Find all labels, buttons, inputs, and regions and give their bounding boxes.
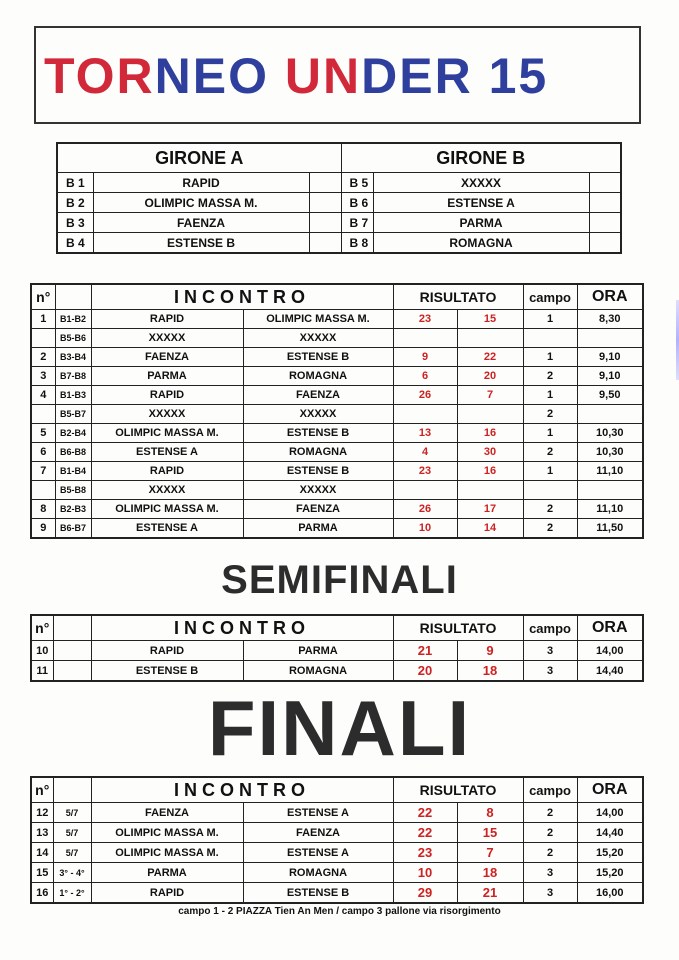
away-score: 7 — [457, 843, 523, 863]
team-name: ROMAGNA — [373, 233, 589, 254]
home-team: XXXXX — [91, 481, 243, 500]
group-code: B 2 — [57, 193, 93, 213]
away-score: 15 — [457, 823, 523, 843]
title-box — [34, 26, 641, 124]
away-score — [457, 481, 523, 500]
home-team: OLIMPIC MASSA M. — [91, 823, 243, 843]
field-number: 1 — [523, 386, 577, 405]
away-score — [457, 405, 523, 424]
away-score: 15 — [457, 310, 523, 329]
home-team: FAENZA — [91, 348, 243, 367]
team-name: RAPID — [93, 173, 309, 193]
match-row — [31, 823, 643, 843]
group-row — [57, 173, 621, 193]
match-code: B1-B4 — [55, 462, 91, 481]
away-score: 22 — [457, 348, 523, 367]
match-row — [31, 443, 643, 462]
away-score: 17 — [457, 500, 523, 519]
away-score: 21 — [457, 883, 523, 904]
home-score: 22 — [393, 823, 457, 843]
home-team: OLIMPIC MASSA M. — [91, 843, 243, 863]
title-part: UN — [284, 48, 362, 104]
away-team: ESTENSE B — [243, 424, 393, 443]
away-team: ROMAGNA — [243, 367, 393, 386]
field-number: 2 — [523, 519, 577, 539]
match-number: 10 — [31, 641, 53, 661]
away-score: 7 — [457, 386, 523, 405]
home-team: ESTENSE B — [91, 661, 243, 682]
match-time: 9,50 — [577, 386, 643, 405]
match-number: 13 — [31, 823, 53, 843]
away-team: FAENZA — [243, 500, 393, 519]
match-time: 11,10 — [577, 462, 643, 481]
group-code: B 8 — [341, 233, 373, 254]
away-team: ESTENSE B — [243, 462, 393, 481]
home-score: 6 — [393, 367, 457, 386]
match-number: 12 — [31, 803, 53, 823]
match-code: B2-B3 — [55, 500, 91, 519]
match-code: 1° - 2° — [53, 883, 91, 904]
match-time: 9,10 — [577, 348, 643, 367]
match-time: 14,00 — [577, 803, 643, 823]
match-number: 4 — [31, 386, 55, 405]
home-score: 9 — [393, 348, 457, 367]
match-code: B5-B6 — [55, 329, 91, 348]
away-score: 18 — [457, 661, 523, 682]
match-time: 15,20 — [577, 843, 643, 863]
match-row — [31, 500, 643, 519]
field-number: 3 — [523, 661, 577, 682]
away-team: XXXXX — [243, 481, 393, 500]
home-score: 22 — [393, 803, 457, 823]
away-team: ESTENSE B — [243, 883, 393, 904]
title-part: TOR — [44, 48, 155, 104]
empty-cell — [589, 233, 621, 254]
n-header: n° — [31, 284, 55, 310]
home-score: 23 — [393, 462, 457, 481]
home-team: ESTENSE A — [91, 519, 243, 539]
n-header: n° — [31, 777, 53, 803]
group-row — [57, 233, 621, 254]
away-team: XXXXX — [243, 329, 393, 348]
match-number: 16 — [31, 883, 53, 904]
match-row — [31, 405, 643, 424]
group-code: B 5 — [341, 173, 373, 193]
away-score: 30 — [457, 443, 523, 462]
home-team: RAPID — [91, 386, 243, 405]
match-row — [31, 424, 643, 443]
empty-cell — [589, 173, 621, 193]
group-b-header: GIRONE B — [341, 143, 621, 173]
match-code: 5/7 — [53, 843, 91, 863]
away-team: ROMAGNA — [243, 443, 393, 462]
match-time: 14,00 — [577, 641, 643, 661]
match-code: B1-B3 — [55, 386, 91, 405]
group-code: B 6 — [341, 193, 373, 213]
home-score: 29 — [393, 883, 457, 904]
finals-table — [30, 776, 644, 904]
groups-table — [56, 142, 622, 254]
match-number: 3 — [31, 367, 55, 386]
match-row — [31, 863, 643, 883]
title-part: DER 15 — [361, 48, 549, 104]
match-number — [31, 405, 55, 424]
match-code: 5/7 — [53, 823, 91, 843]
away-team: PARMA — [243, 519, 393, 539]
away-score: 16 — [457, 462, 523, 481]
match-row — [31, 310, 643, 329]
away-score: 9 — [457, 641, 523, 661]
group-code: B 1 — [57, 173, 93, 193]
match-code: B6-B7 — [55, 519, 91, 539]
away-team: FAENZA — [243, 386, 393, 405]
group-code: B 4 — [57, 233, 93, 254]
away-score: 20 — [457, 367, 523, 386]
code-header — [55, 284, 91, 310]
home-score: 26 — [393, 386, 457, 405]
match-number — [31, 481, 55, 500]
field-number: 2 — [523, 405, 577, 424]
campo-header: campo — [523, 284, 577, 310]
home-score: 13 — [393, 424, 457, 443]
match-number: 8 — [31, 500, 55, 519]
match-row — [31, 661, 643, 682]
empty-cell — [309, 213, 341, 233]
group-matches-table — [30, 283, 644, 539]
field-number: 2 — [523, 843, 577, 863]
match-row — [31, 843, 643, 863]
home-team: FAENZA — [91, 803, 243, 823]
match-time: 15,20 — [577, 863, 643, 883]
footnote: campo 1 - 2 PIAZZA Tien An Men / campo 3 pallone via risorgimento — [178, 906, 501, 917]
home-team: ESTENSE A — [91, 443, 243, 462]
field-number — [523, 329, 577, 348]
away-team: ROMAGNA — [243, 661, 393, 682]
match-time: 16,00 — [577, 883, 643, 904]
home-score: 10 — [393, 863, 457, 883]
empty-cell — [309, 173, 341, 193]
home-score — [393, 481, 457, 500]
match-row — [31, 641, 643, 661]
home-score: 23 — [393, 310, 457, 329]
match-row — [31, 462, 643, 481]
away-team: XXXXX — [243, 405, 393, 424]
match-row — [31, 481, 643, 500]
match-time: 10,30 — [577, 424, 643, 443]
away-team: ESTENSE B — [243, 348, 393, 367]
match-number — [31, 329, 55, 348]
match-time: 11,10 — [577, 500, 643, 519]
home-score: 10 — [393, 519, 457, 539]
match-code — [53, 641, 91, 661]
match-number: 5 — [31, 424, 55, 443]
match-row — [31, 386, 643, 405]
empty-cell — [589, 193, 621, 213]
match-time: 11,50 — [577, 519, 643, 539]
empty-cell — [309, 193, 341, 213]
home-score: 26 — [393, 500, 457, 519]
campo-header: campo — [523, 777, 577, 803]
away-score — [457, 329, 523, 348]
match-code: B1-B2 — [55, 310, 91, 329]
field-number: 3 — [523, 883, 577, 904]
match-time: 9,10 — [577, 367, 643, 386]
match-row — [31, 329, 643, 348]
match-row — [31, 883, 643, 904]
away-team: PARMA — [243, 641, 393, 661]
field-number: 1 — [523, 348, 577, 367]
match-number: 14 — [31, 843, 53, 863]
match-time: 14,40 — [577, 823, 643, 843]
home-team: RAPID — [91, 641, 243, 661]
match-row — [31, 519, 643, 539]
match-number: 15 — [31, 863, 53, 883]
n-header: n° — [31, 615, 53, 641]
finals-title: FINALI — [207, 684, 472, 772]
away-team: OLIMPIC MASSA M. — [243, 310, 393, 329]
match-code: B7-B8 — [55, 367, 91, 386]
match-code: B3-B4 — [55, 348, 91, 367]
match-row — [31, 348, 643, 367]
home-score: 21 — [393, 641, 457, 661]
field-number: 2 — [523, 443, 577, 462]
away-team: ESTENSE A — [243, 843, 393, 863]
home-score: 23 — [393, 843, 457, 863]
away-team: FAENZA — [243, 823, 393, 843]
code-header — [53, 615, 91, 641]
risultato-header: RISULTATO — [393, 777, 523, 803]
incontro-header: INCONTRO — [91, 284, 393, 310]
home-team: PARMA — [91, 863, 243, 883]
field-number: 2 — [523, 823, 577, 843]
match-number: 11 — [31, 661, 53, 682]
match-row — [31, 367, 643, 386]
match-time — [577, 481, 643, 500]
ora-header: ORA — [577, 615, 643, 641]
home-score — [393, 329, 457, 348]
group-a-header: GIRONE A — [57, 143, 341, 173]
match-time — [577, 329, 643, 348]
away-team: ESTENSE A — [243, 803, 393, 823]
field-number: 3 — [523, 863, 577, 883]
home-team: OLIMPIC MASSA M. — [91, 424, 243, 443]
home-team: OLIMPIC MASSA M. — [91, 500, 243, 519]
team-name: ESTENSE A — [373, 193, 589, 213]
ora-header: ORA — [577, 284, 643, 310]
match-code: B2-B4 — [55, 424, 91, 443]
title-part: NEO — [154, 48, 285, 104]
field-number: 2 — [523, 367, 577, 386]
semifinals-title: SEMIFINALI — [221, 558, 458, 602]
team-name: ESTENSE B — [93, 233, 309, 254]
group-row — [57, 193, 621, 213]
match-row — [31, 803, 643, 823]
away-score: 8 — [457, 803, 523, 823]
home-team: XXXXX — [91, 329, 243, 348]
match-time — [577, 405, 643, 424]
match-time: 10,30 — [577, 443, 643, 462]
home-score: 4 — [393, 443, 457, 462]
home-team: RAPID — [91, 462, 243, 481]
code-header — [53, 777, 91, 803]
field-number: 1 — [523, 462, 577, 481]
away-score: 14 — [457, 519, 523, 539]
away-score: 16 — [457, 424, 523, 443]
group-row — [57, 213, 621, 233]
field-number: 1 — [523, 424, 577, 443]
match-code: 5/7 — [53, 803, 91, 823]
match-code — [53, 661, 91, 682]
risultato-header: RISULTATO — [393, 284, 523, 310]
empty-cell — [309, 233, 341, 254]
match-number: 2 — [31, 348, 55, 367]
field-number: 2 — [523, 500, 577, 519]
field-number: 1 — [523, 310, 577, 329]
risultato-header: RISULTATO — [393, 615, 523, 641]
field-number: 2 — [523, 803, 577, 823]
home-team: XXXXX — [91, 405, 243, 424]
away-score: 18 — [457, 863, 523, 883]
field-number: 3 — [523, 641, 577, 661]
match-time: 8,30 — [577, 310, 643, 329]
empty-cell — [589, 213, 621, 233]
home-team: RAPID — [91, 310, 243, 329]
team-name: PARMA — [373, 213, 589, 233]
home-score — [393, 405, 457, 424]
match-number: 9 — [31, 519, 55, 539]
group-code: B 7 — [341, 213, 373, 233]
team-name: XXXXX — [373, 173, 589, 193]
incontro-header: INCONTRO — [91, 615, 393, 641]
match-number: 6 — [31, 443, 55, 462]
match-code: 3° - 4° — [53, 863, 91, 883]
away-team: ROMAGNA — [243, 863, 393, 883]
match-code: B6-B8 — [55, 443, 91, 462]
home-team: RAPID — [91, 883, 243, 904]
match-number: 1 — [31, 310, 55, 329]
page-title — [44, 46, 548, 106]
semifinals-table — [30, 614, 644, 682]
match-code: B5-B7 — [55, 405, 91, 424]
team-name: FAENZA — [93, 213, 309, 233]
field-number — [523, 481, 577, 500]
match-time: 14,40 — [577, 661, 643, 682]
home-score: 20 — [393, 661, 457, 682]
team-name: OLIMPIC MASSA M. — [93, 193, 309, 213]
ora-header: ORA — [577, 777, 643, 803]
group-code: B 3 — [57, 213, 93, 233]
match-number: 7 — [31, 462, 55, 481]
match-code: B5-B8 — [55, 481, 91, 500]
incontro-header: INCONTRO — [91, 777, 393, 803]
home-team: PARMA — [91, 367, 243, 386]
campo-header: campo — [523, 615, 577, 641]
